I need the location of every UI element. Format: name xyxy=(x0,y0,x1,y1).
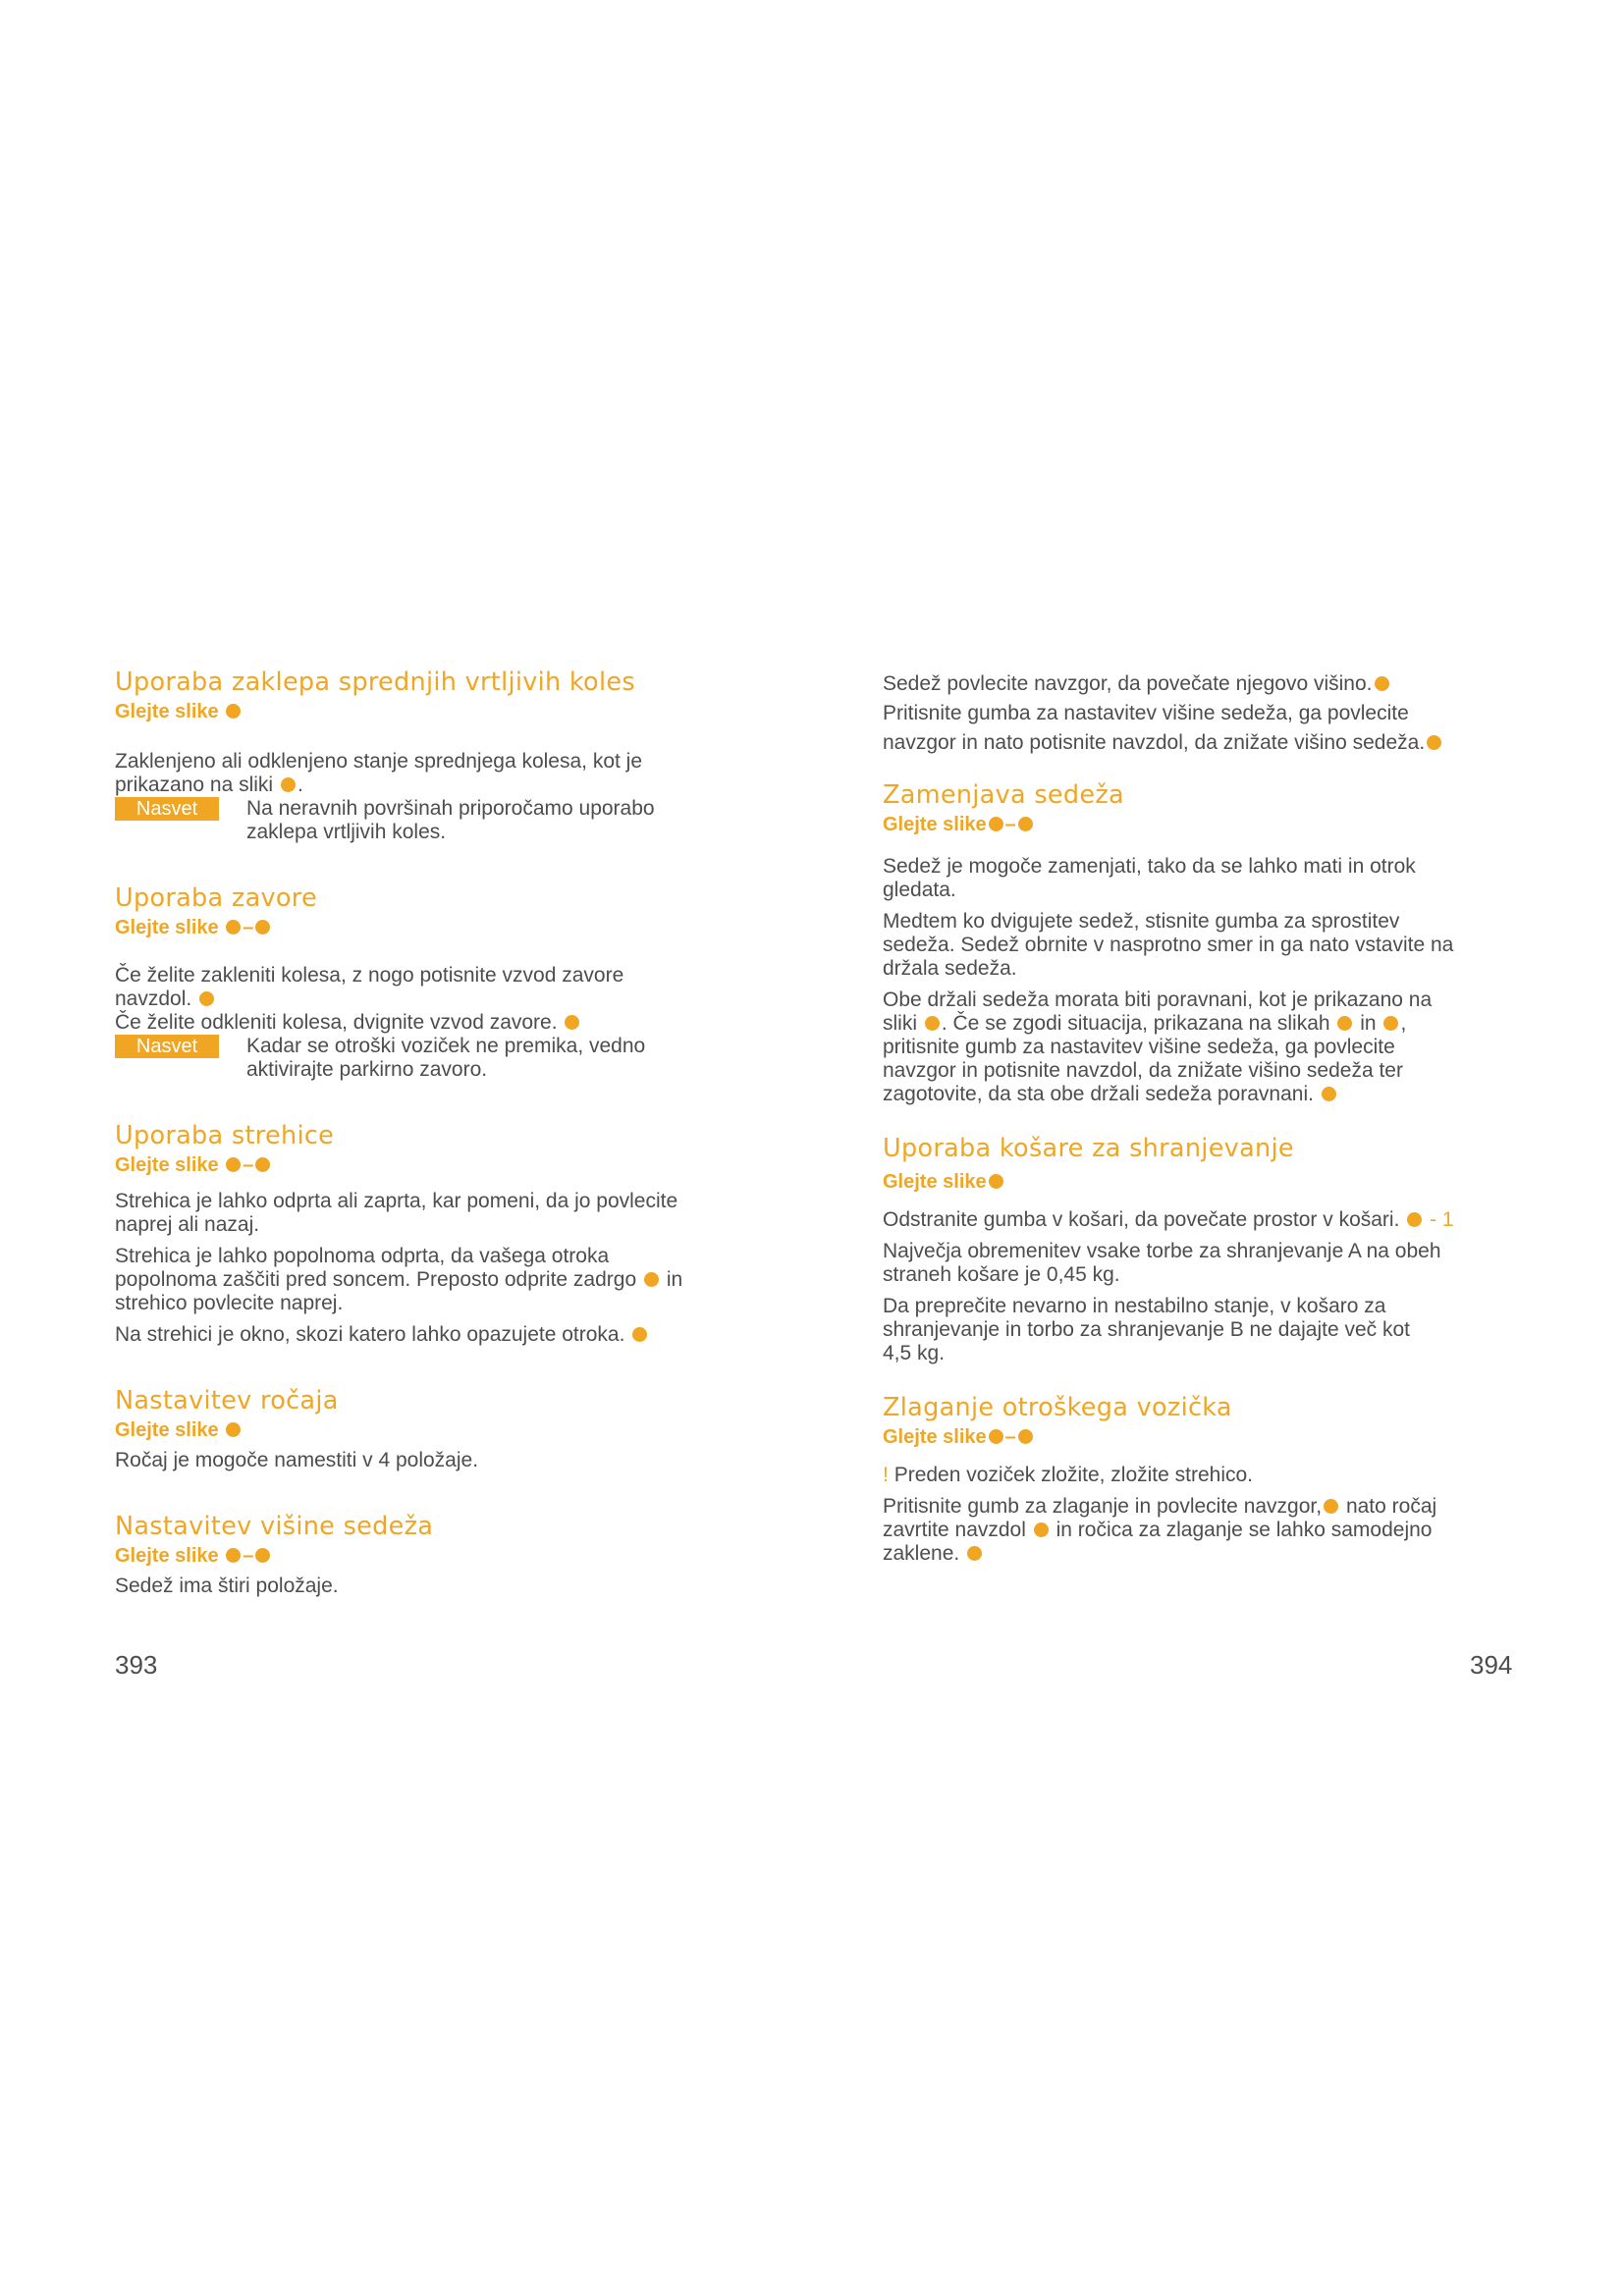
tip-caster-lock xyxy=(115,797,743,844)
seat-raise-text: Sedež povlecite navzgor, da povečate njegovo višino. xyxy=(883,672,1521,696)
figure-badge-icon xyxy=(226,1422,241,1437)
figure-badge-icon xyxy=(1427,735,1441,750)
figure-badge-icon xyxy=(255,1548,270,1563)
brake-text-3: Če želite odkleniti kolesa, dvignite vzvod zavore. xyxy=(115,1011,743,1035)
canopy-text-1: Strehica je lahko odprta ali zaprta, kar pomeni, da jo povlecite xyxy=(115,1190,678,1212)
tip-label: Nasvet xyxy=(115,1035,219,1058)
figure-badge-icon xyxy=(644,1272,659,1287)
see-figures-basket: Glejte slike xyxy=(883,1169,1521,1195)
brake-text-2: navzdol. xyxy=(115,988,743,1011)
seat-lower-text-2: navzgor in nato potisnite navzdol, da znižate višino sedeža. xyxy=(883,731,1521,755)
see-figures-canopy: Glejte slike – xyxy=(115,1152,743,1178)
figure-badge-icon xyxy=(199,991,214,1006)
folding-text-1: Pritisnite gumb za zlaganje in povlecite navzgor, nato ročaj xyxy=(883,1495,1437,1518)
seat-lower-text-1: Pritisnite gumba za nastavitev višine sedeža, ga povlecite xyxy=(883,702,1409,724)
tip-text-1: Kadar se otroški voziček ne premika, vedno xyxy=(246,1035,646,1057)
seat-swap-text-2: gledata. xyxy=(883,879,956,901)
page-number-right: 394 xyxy=(1470,1650,1513,1680)
seat-swap-text-6: Obe držali sedeža morata biti poravnani, kot je prikazano na xyxy=(883,988,1433,1011)
caster-lock-text-1: Zaklenjeno ali odklenjeno stanje sprednjega kolesa, kot je xyxy=(115,750,643,773)
tip-label: Nasvet xyxy=(115,797,219,821)
basket-text-4: Da preprečite nevarno in nestabilno stanje, v košaro za xyxy=(883,1295,1386,1317)
basket-text-5: shranjevanje in torbo za shranjevanje B ne dajajte več kot xyxy=(883,1318,1410,1341)
figure-badge-icon xyxy=(226,704,241,719)
seat-swap-text-1: Sedež je mogoče zamenjati, tako da se lahko mati in otrok xyxy=(883,855,1416,878)
seat-height-text-1: Sedež ima štiri položaje. xyxy=(115,1575,339,1597)
basket-text-3: straneh košare je 0,45 kg. xyxy=(883,1263,1120,1286)
brake-text-1: Če želite zakleniti kolesa, z nogo potisnite vzvod zavore xyxy=(115,964,624,987)
figure-badge-icon xyxy=(1375,676,1389,691)
figure-badge-icon xyxy=(1322,1087,1336,1101)
figure-badge-icon xyxy=(255,920,270,934)
folding-warning: ! Preden voziček zložite, zložite strehico. xyxy=(883,1464,1254,1486)
figure-badge-icon xyxy=(226,1548,241,1563)
caster-lock-text-2: prikazano na sliki . xyxy=(115,774,303,796)
seat-swap-text-7: sliki . Če se zgodi situacija, prikazana na slikah in , xyxy=(883,1012,1407,1035)
seat-swap-text-5: držala sedeža. xyxy=(883,957,1017,980)
section-title-handle: Nastavitev ročaja xyxy=(115,1386,339,1415)
left-page-column xyxy=(115,666,743,1598)
seat-swap-text-3: Medtem ko dvigujete sedež, stisnite gumba za sprostitev xyxy=(883,910,1400,933)
canopy-text-4: popolnoma zaščiti pred soncem. Preposto odprite zadrgo in xyxy=(115,1268,683,1291)
figure-badge-icon xyxy=(989,817,1003,831)
tip-text-2: aktivirajte parkirno zavoro. xyxy=(246,1058,488,1081)
seat-swap-text-10: zagotovite, da sta obe držali sedeža poravnani. xyxy=(883,1083,1521,1106)
seat-swap-text-8: pritisnite gumb za nastavitev višine sedeža, ga povlecite xyxy=(883,1036,1395,1058)
figure-badge-icon xyxy=(281,777,296,792)
figure-badge-icon xyxy=(967,1546,982,1561)
basket-text-6: 4,5 kg. xyxy=(883,1342,946,1364)
figure-badge-icon xyxy=(1407,1212,1422,1227)
figure-badge-icon xyxy=(989,1174,1003,1189)
section-title-basket: Uporaba košare za shranjevanje xyxy=(883,1134,1294,1163)
see-figures-folding: Glejte slike – xyxy=(883,1424,1521,1450)
basket-text-2: Največja obremenitev vsake torbe za shranjevanje A na obeh xyxy=(883,1240,1441,1262)
figure-badge-icon xyxy=(1018,817,1033,831)
section-title-brake: Uporaba zavore xyxy=(115,883,317,913)
canopy-text-6: Na strehici je okno, skozi katero lahko opazujete otroka. xyxy=(115,1323,743,1347)
tip-text-1: Na neravnih površinah priporočamo uporabo xyxy=(246,797,655,820)
basket-text-1: Odstranite gumba v košari, da povečate prostor v košari. - 1 xyxy=(883,1208,1454,1231)
figure-badge-icon xyxy=(989,1429,1003,1444)
right-page-column xyxy=(883,672,1521,1566)
figure-badge-icon xyxy=(1383,1016,1398,1031)
warning-icon: ! xyxy=(883,1464,889,1486)
figure-badge-icon xyxy=(1337,1016,1352,1031)
see-figures-seat-swap: Glejte slike – xyxy=(883,812,1521,837)
canopy-text-2: naprej ali nazaj. xyxy=(115,1213,260,1236)
seat-swap-text-9: navzgor in potisnite navzdol, da znižate višino sedeža ter xyxy=(883,1059,1403,1082)
tip-text-2: zaklepa vrtljivih koles. xyxy=(246,821,447,843)
section-title-caster-lock: Uporaba zaklepa sprednjih vrtljivih koles xyxy=(115,667,635,697)
see-figures-seat-height: Glejte slike – xyxy=(115,1543,743,1569)
figure-badge-icon xyxy=(255,1157,270,1172)
folding-text-3: zaklene. xyxy=(883,1542,1521,1566)
see-figures-caster-lock: Glejte slike xyxy=(115,699,743,724)
see-figures-handle: Glejte slike xyxy=(115,1417,743,1443)
tip-brake xyxy=(115,1035,743,1082)
figure-badge-icon xyxy=(226,1157,241,1172)
seat-swap-text-4: sedeža. Sedež obrnite v nasprotno smer in ga nato vstavite na xyxy=(883,934,1454,956)
page-number-left: 393 xyxy=(115,1650,158,1680)
figure-badge-icon xyxy=(1324,1499,1338,1514)
figure-badge-icon xyxy=(1034,1522,1049,1537)
section-title-seat-swap: Zamenjava sedeža xyxy=(883,780,1124,810)
section-title-canopy: Uporaba strehice xyxy=(115,1121,335,1150)
folding-text-2: zavrtite navzdol in ročica za zlaganje se lahko samodejno xyxy=(883,1519,1433,1541)
canopy-text-3: Strehica je lahko popolnoma odprta, da vašega otroka xyxy=(115,1245,610,1267)
figure-badge-icon xyxy=(925,1016,940,1031)
figure-badge-icon xyxy=(1018,1429,1033,1444)
canopy-text-5: strehico povlecite naprej. xyxy=(115,1292,344,1314)
figure-badge-icon xyxy=(565,1015,579,1030)
section-title-folding: Zlaganje otroškega vozička xyxy=(883,1393,1232,1422)
figure-badge-icon xyxy=(226,920,241,934)
see-figures-brake: Glejte slike – xyxy=(115,915,743,940)
figure-badge-icon xyxy=(632,1327,647,1342)
handle-text-1: Ročaj je mogoče namestiti v 4 položaje. xyxy=(115,1449,479,1471)
section-title-seat-height: Nastavitev višine sedeža xyxy=(115,1512,434,1541)
